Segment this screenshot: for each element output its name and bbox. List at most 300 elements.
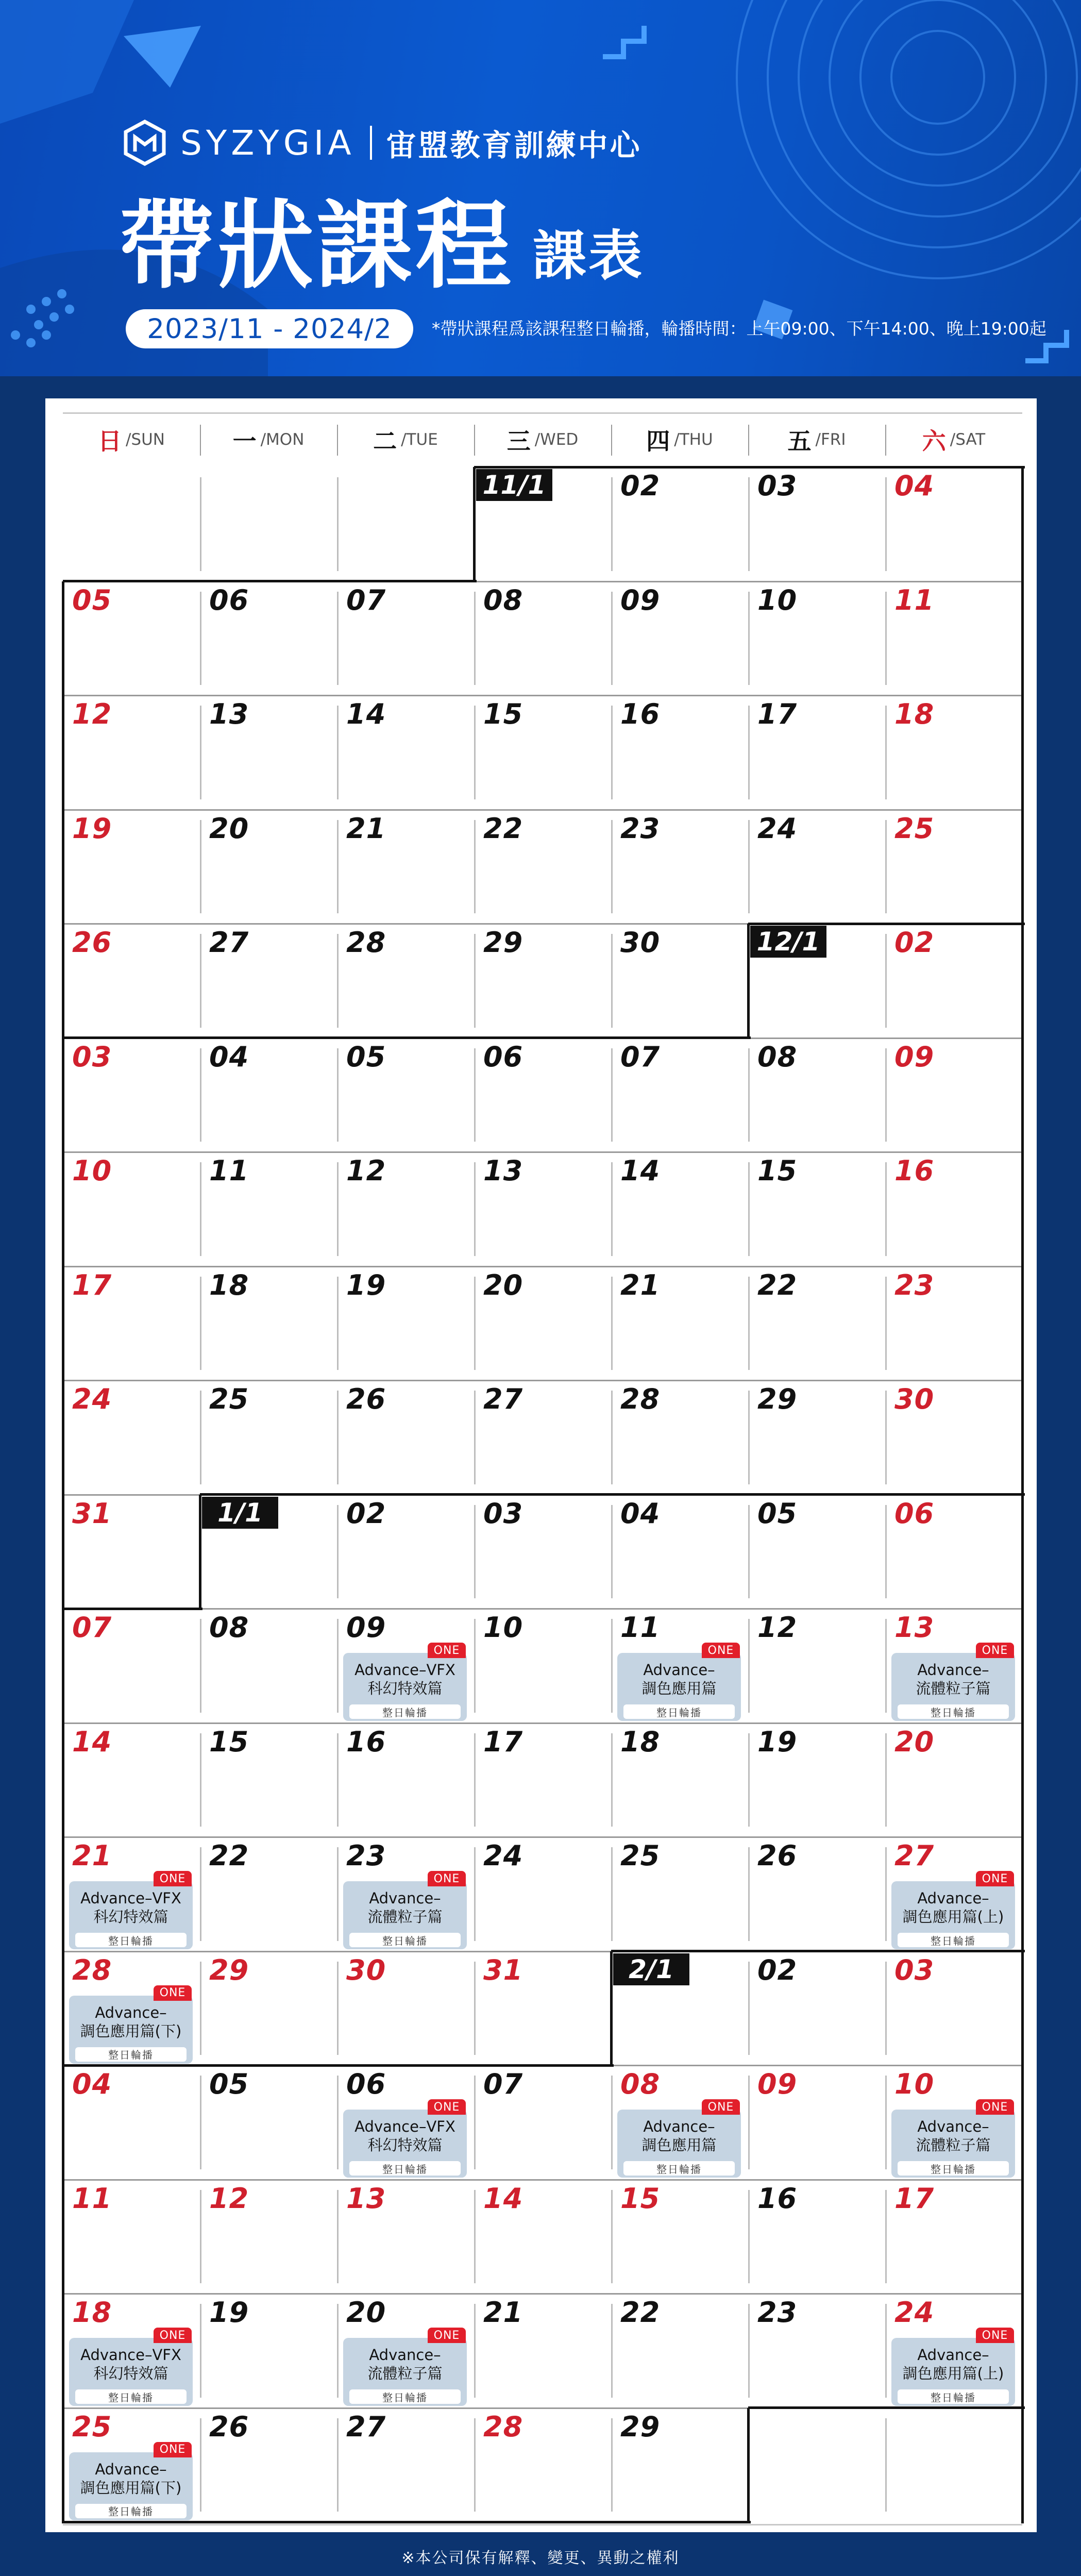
calendar-cell — [474, 2408, 611, 2522]
month-boundary-line — [62, 2065, 64, 2523]
calendar-cell — [337, 1152, 474, 1266]
calendar-cell — [885, 1609, 1022, 1723]
calendar-cell — [337, 1723, 474, 1837]
calendar-cell — [611, 1152, 748, 1266]
weekday-header-sat — [885, 420, 1022, 459]
weekday-divider — [474, 425, 475, 456]
weekday-en-label: /WED — [534, 430, 579, 449]
weekday-header-sun — [63, 420, 200, 459]
one-badge: ONE — [702, 1643, 740, 1658]
cell-divider — [474, 1162, 476, 1256]
day-number: 22 — [483, 812, 523, 845]
course-event-card[interactable] — [891, 1872, 1015, 1949]
cell-divider — [885, 592, 887, 685]
broadcast-label: 整日輪播 — [349, 1933, 461, 1947]
day-number: 08 — [209, 1611, 249, 1644]
broadcast-label: 整日輪播 — [898, 2389, 1009, 2404]
calendar-cell — [748, 1152, 885, 1266]
one-badge: ONE — [976, 1871, 1014, 1886]
cell-divider — [200, 1162, 201, 1256]
course-series: Advance– — [95, 2460, 167, 2478]
course-name: 科幻特效篇 — [93, 1908, 168, 1926]
calendar-cell — [611, 2294, 748, 2408]
day-number: 17 — [757, 698, 798, 730]
cell-divider — [748, 1277, 750, 1370]
weekday-cn-label: 一 — [232, 427, 257, 455]
course-event-card[interactable] — [891, 2329, 1015, 2406]
calendar-cell — [63, 2294, 200, 2408]
calendar-cell — [611, 2408, 748, 2522]
course-event-card[interactable] — [69, 1986, 193, 2064]
calendar-cell — [63, 1266, 200, 1381]
calendar-cell — [63, 1609, 200, 1723]
day-number: 13 — [894, 1611, 935, 1644]
calendar-cell — [611, 2180, 748, 2294]
footer-note: ※本公司保有解釋、變更、異動之權利 — [401, 2549, 680, 2567]
calendar-cell — [885, 1380, 1022, 1495]
calendar-cell — [474, 1723, 611, 1837]
day-number: 11 — [209, 1155, 249, 1187]
day-number: 29 — [209, 1953, 249, 1986]
calendar-cell — [200, 2180, 337, 2294]
calendar-cell — [885, 1266, 1022, 1381]
day-number: 29 — [620, 2410, 661, 2443]
calendar-cell — [337, 1609, 474, 1723]
cell-divider — [200, 1962, 201, 2055]
day-number: 19 — [72, 812, 112, 845]
cell-divider — [200, 1277, 201, 1370]
course-event-card[interactable] — [891, 2100, 1015, 2178]
day-number: 18 — [894, 698, 935, 730]
day-number: 21 — [72, 1839, 112, 1872]
cell-divider — [474, 1733, 476, 1827]
course-series: Advance–VFX — [80, 1889, 181, 1907]
day-number: 15 — [209, 1725, 249, 1758]
calendar-cell — [63, 1152, 200, 1266]
weekday-en-label: /MON — [260, 430, 305, 449]
day-number: 12 — [72, 698, 112, 730]
cell-divider — [885, 1162, 887, 1256]
course-series: Advance– — [369, 1889, 441, 1907]
day-number: 25 — [209, 1383, 249, 1415]
course-series: Advance–VFX — [80, 2346, 181, 2364]
calendar-cell — [611, 810, 748, 924]
calendar-cell — [474, 1380, 611, 1495]
calendar-cell — [337, 2065, 474, 2180]
month-start-tag: 1/1 — [202, 1497, 278, 1529]
calendar-cell — [885, 467, 1022, 581]
day-number: 13 — [209, 698, 249, 730]
cell-divider — [474, 1847, 476, 1941]
course-event-card[interactable] — [343, 2329, 467, 2406]
day-number: 27 — [894, 1839, 935, 1872]
weekday-divider — [748, 425, 749, 456]
course-name: 科幻特效篇 — [367, 2136, 443, 2154]
course-name: 調色應用篇(下) — [80, 2479, 182, 2497]
row-divider — [63, 1836, 1022, 1838]
day-number: 05 — [72, 583, 112, 616]
calendar-cell — [611, 1495, 748, 1609]
day-number: 22 — [209, 1839, 249, 1872]
course-name: 流體粒子篇 — [367, 2365, 443, 2382]
one-badge: ONE — [428, 2099, 466, 2115]
day-number: 13 — [346, 2182, 386, 2215]
one-badge: ONE — [428, 2328, 466, 2343]
row-divider — [63, 1722, 1022, 1724]
calendar-cell — [474, 1609, 611, 1723]
calendar-cell — [200, 1266, 337, 1381]
day-number: 02 — [894, 926, 935, 959]
cell-divider — [337, 2190, 339, 2284]
calendar-cell — [63, 1951, 200, 2066]
day-number: 26 — [757, 1839, 798, 1872]
cell-divider — [885, 1505, 887, 1599]
course-event-card[interactable] — [343, 1644, 467, 1721]
cell-divider — [337, 1505, 339, 1599]
day-number: 28 — [620, 1383, 661, 1415]
calendar-cell — [200, 810, 337, 924]
cell-divider — [337, 934, 339, 1028]
day-number: 09 — [757, 2068, 798, 2100]
cell-divider — [611, 1505, 613, 1599]
calendar-cell — [337, 1951, 474, 2066]
one-badge: ONE — [154, 1871, 192, 1886]
calendar-cell — [611, 1837, 748, 1951]
day-number: 10 — [72, 1155, 112, 1187]
day-number: 08 — [757, 1040, 798, 1073]
month-boundary-line — [63, 1036, 751, 1039]
calendar-cell — [748, 2180, 885, 2294]
cell-divider — [611, 1162, 613, 1256]
title-row — [119, 175, 645, 302]
cell-divider — [748, 1162, 750, 1256]
month-boundary-line — [63, 2064, 614, 2067]
cell-divider — [474, 2304, 476, 2398]
day-number: 24 — [894, 2296, 935, 2329]
row-divider — [63, 809, 1022, 811]
course-event-card[interactable] — [343, 1872, 467, 1949]
cell-divider — [885, 1847, 887, 1941]
day-number: 17 — [894, 2182, 935, 2215]
weekday-cn-label: 六 — [922, 427, 946, 455]
cell-divider — [337, 1162, 339, 1256]
broadcast-note: *帶狀課程爲該課程整日輪播，輪播時間：上午09:00、下午14:00、晚上19:00起 — [432, 319, 1046, 339]
cell-divider — [748, 592, 750, 685]
cell-divider — [611, 1391, 613, 1484]
day-number: 23 — [620, 812, 661, 845]
month-boundary-line — [62, 1609, 64, 2067]
day-number: 10 — [483, 1611, 523, 1644]
weekday-divider — [611, 425, 612, 456]
calendar-cell — [611, 1380, 748, 1495]
calendar-cell — [748, 810, 885, 924]
day-number: 05 — [346, 1040, 386, 1073]
month-start-tag: 12/1 — [750, 926, 826, 958]
brand-name: SYZYGIA — [180, 123, 356, 163]
calendar-cell — [748, 1038, 885, 1152]
calendar-cell — [200, 695, 337, 810]
broadcast-label: 整日輪播 — [623, 2161, 735, 2176]
calendar-cell — [200, 1495, 337, 1609]
day-number: 28 — [346, 926, 386, 959]
calendar-cell — [611, 2065, 748, 2180]
calendar-cell — [611, 581, 748, 696]
cell-divider — [200, 934, 201, 1028]
row-divider — [63, 1380, 1022, 1381]
day-number: 21 — [346, 812, 386, 845]
day-number: 29 — [757, 1383, 798, 1415]
day-number: 24 — [483, 1839, 523, 1872]
broadcast-label: 整日輪播 — [75, 2047, 187, 2062]
course-event-card[interactable] — [343, 2100, 467, 2178]
weekday-divider — [200, 425, 201, 456]
calendar-cell — [611, 924, 748, 1038]
calendar-cell — [611, 1038, 748, 1152]
day-number: 03 — [894, 1953, 935, 1986]
cell-divider — [748, 706, 750, 799]
day-number: 02 — [757, 1953, 798, 1986]
calendar-cell — [885, 1152, 1022, 1266]
calendar-cell — [474, 924, 611, 1038]
day-number: 05 — [209, 2068, 249, 2100]
cell-divider — [337, 2076, 339, 2169]
broadcast-label: 整日輪播 — [349, 1704, 461, 1719]
cell-divider — [200, 1847, 201, 1941]
calendar-cell — [200, 1038, 337, 1152]
course-name: 調色應用篇 — [641, 2136, 717, 2154]
cell-divider — [611, 1048, 613, 1142]
day-number: 04 — [209, 1040, 249, 1073]
cell-divider — [748, 1048, 750, 1142]
cell-divider — [200, 1048, 201, 1142]
calendar-cell — [200, 1152, 337, 1266]
calendar-cell — [63, 2180, 200, 2294]
month-boundary-line — [747, 924, 750, 1039]
day-number: 07 — [72, 1611, 112, 1644]
day-number: 25 — [620, 1839, 661, 1872]
weekday-cn-label: 三 — [506, 427, 531, 455]
day-number: 18 — [209, 1268, 249, 1301]
day-number: 19 — [209, 2296, 249, 2329]
calendar-cell — [474, 1038, 611, 1152]
weekday-en-label: /THU — [674, 430, 713, 449]
cell-divider — [885, 934, 887, 1028]
cell-divider — [474, 934, 476, 1028]
cell-divider — [611, 1847, 613, 1941]
one-badge: ONE — [154, 2442, 192, 2457]
cell-divider — [611, 477, 613, 571]
calendar-cell — [63, 2408, 200, 2522]
cell-divider — [611, 2076, 613, 2169]
cell-divider — [474, 1619, 476, 1713]
course-name: 科幻特效篇 — [367, 1680, 443, 1697]
day-number: 02 — [620, 470, 661, 502]
calendar-cell — [611, 1951, 748, 2066]
course-event-card[interactable] — [617, 2100, 741, 2178]
month-boundary-line — [63, 1608, 202, 1610]
cell-divider — [474, 1048, 476, 1142]
cell-divider — [337, 1619, 339, 1713]
day-number: 18 — [72, 2296, 112, 2329]
page-subtitle: 課表 — [533, 224, 645, 287]
calendar-cell — [474, 1495, 611, 1609]
day-number: 06 — [209, 583, 249, 616]
month-boundary-line — [62, 1038, 64, 1610]
cell-divider — [337, 592, 339, 685]
cell-divider — [748, 2076, 750, 2169]
calendar-cell — [63, 924, 200, 1038]
day-number: 12 — [209, 2182, 249, 2215]
cell-divider — [474, 1505, 476, 1599]
course-event-card[interactable] — [69, 2443, 193, 2520]
course-series: Advance– — [643, 1661, 715, 1679]
weekday-header-mon — [200, 420, 337, 459]
day-number: 22 — [757, 1268, 798, 1301]
day-number: 27 — [346, 2410, 386, 2443]
calendar-cell — [748, 467, 885, 581]
cell-divider — [611, 934, 613, 1028]
cell-divider — [337, 1962, 339, 2055]
cell-divider — [748, 1962, 750, 2055]
day-number: 24 — [72, 1383, 112, 1415]
cell-divider — [337, 2418, 339, 2512]
calendar-cell — [337, 695, 474, 810]
course-series: Advance– — [917, 2118, 989, 2135]
cell-divider — [611, 2418, 613, 2512]
cell-divider — [200, 2304, 201, 2398]
calendar-cell — [63, 1038, 200, 1152]
cell-divider — [885, 820, 887, 914]
calendar-cell — [748, 1837, 885, 1951]
course-name: 調色應用篇(上) — [902, 2365, 1004, 2382]
cell-divider — [885, 706, 887, 799]
calendar-cell — [474, 581, 611, 696]
day-number: 26 — [72, 926, 112, 959]
calendar-cell — [474, 1266, 611, 1381]
cell-divider — [885, 477, 887, 571]
cell-divider — [611, 1733, 613, 1827]
course-event-card[interactable] — [69, 2329, 193, 2406]
calendar-cell — [885, 2065, 1022, 2180]
cell-divider — [200, 1619, 201, 1713]
day-number: 11 — [620, 1611, 661, 1644]
weekday-en-label: /TUE — [401, 430, 438, 449]
cell-divider — [885, 2076, 887, 2169]
day-number: 14 — [620, 1155, 661, 1187]
calendar-cell — [748, 1951, 885, 2066]
course-event-card[interactable] — [617, 1644, 741, 1721]
calendar-cell — [337, 1495, 474, 1609]
day-number: 05 — [757, 1497, 798, 1530]
cell-divider — [337, 706, 339, 799]
weekday-top-rule — [63, 412, 1022, 414]
day-number: 03 — [757, 470, 798, 502]
one-badge: ONE — [154, 1985, 192, 2001]
day-number: 04 — [72, 2068, 112, 2100]
calendar-cell — [63, 1380, 200, 1495]
cell-divider — [748, 1619, 750, 1713]
cell-divider — [748, 1847, 750, 1941]
day-number: 28 — [72, 1953, 112, 1986]
month-boundary-line — [473, 467, 476, 582]
period-badge: 2023/11 - 2024/2 — [126, 309, 413, 348]
grid-bottom-rule — [63, 2524, 1022, 2525]
cell-divider — [885, 2304, 887, 2398]
month-boundary-line — [63, 580, 477, 582]
day-number: 15 — [620, 2182, 661, 2215]
course-event-card[interactable] — [69, 1872, 193, 1949]
calendar-cell — [885, 1495, 1022, 1609]
day-number: 10 — [894, 2068, 935, 2100]
cell-divider — [748, 1733, 750, 1827]
calendar-cell — [885, 695, 1022, 810]
day-number: 17 — [483, 1725, 523, 1758]
cell-divider — [885, 2190, 887, 2284]
cell-divider — [200, 1391, 201, 1484]
day-number: 15 — [757, 1155, 798, 1187]
calendar-cell — [748, 2065, 885, 2180]
calendar-cell — [474, 2065, 611, 2180]
day-number: 21 — [620, 1268, 661, 1301]
broadcast-label: 整日輪播 — [75, 1933, 187, 1947]
calendar-cell — [885, 1038, 1022, 1152]
calendar-cell — [63, 1723, 200, 1837]
course-event-card[interactable] — [891, 1644, 1015, 1721]
course-series: Advance– — [643, 2118, 715, 2135]
one-badge: ONE — [428, 1643, 466, 1658]
course-name: 流體粒子篇 — [916, 2136, 991, 2154]
calendar-cell — [748, 924, 885, 1038]
day-number: 04 — [620, 1497, 661, 1530]
calendar-cell — [748, 581, 885, 696]
cell-divider — [885, 1048, 887, 1142]
day-number: 22 — [620, 2296, 661, 2329]
course-series: Advance–VFX — [354, 2118, 455, 2135]
month-boundary-line — [748, 2406, 1025, 2409]
calendar-cell — [885, 2180, 1022, 2294]
weekday-header-fri — [748, 420, 885, 459]
row-divider — [63, 2179, 1022, 2181]
brand-subtitle: 宙盟教育訓練中心 — [386, 128, 642, 163]
day-number: 25 — [72, 2410, 112, 2443]
day-number: 11 — [72, 2182, 112, 2215]
calendar-cell — [748, 1723, 885, 1837]
calendar-cell — [200, 1723, 337, 1837]
cell-divider — [611, 1619, 613, 1713]
day-number: 02 — [346, 1497, 386, 1530]
calendar-cell — [337, 810, 474, 924]
day-number: 16 — [620, 698, 661, 730]
course-name: 調色應用篇(下) — [80, 2022, 182, 2040]
day-number: 03 — [483, 1497, 523, 1530]
month-boundary-line — [610, 1951, 613, 2067]
cell-divider — [200, 820, 201, 914]
calendar-cell — [748, 2294, 885, 2408]
day-number: 13 — [483, 1155, 523, 1187]
one-badge: ONE — [976, 2099, 1014, 2115]
calendar-cell — [885, 1723, 1022, 1837]
month-boundary-line — [63, 2521, 751, 2523]
day-number: 09 — [620, 583, 661, 616]
course-name: 流體粒子篇 — [916, 1680, 991, 1697]
course-series: Advance– — [917, 1661, 989, 1679]
day-number: 26 — [209, 2410, 249, 2443]
course-series: Advance– — [917, 1889, 989, 1907]
cell-divider — [337, 2304, 339, 2398]
cell-divider — [885, 1733, 887, 1827]
calendar-cell — [337, 1380, 474, 1495]
calendar-cell — [885, 810, 1022, 924]
